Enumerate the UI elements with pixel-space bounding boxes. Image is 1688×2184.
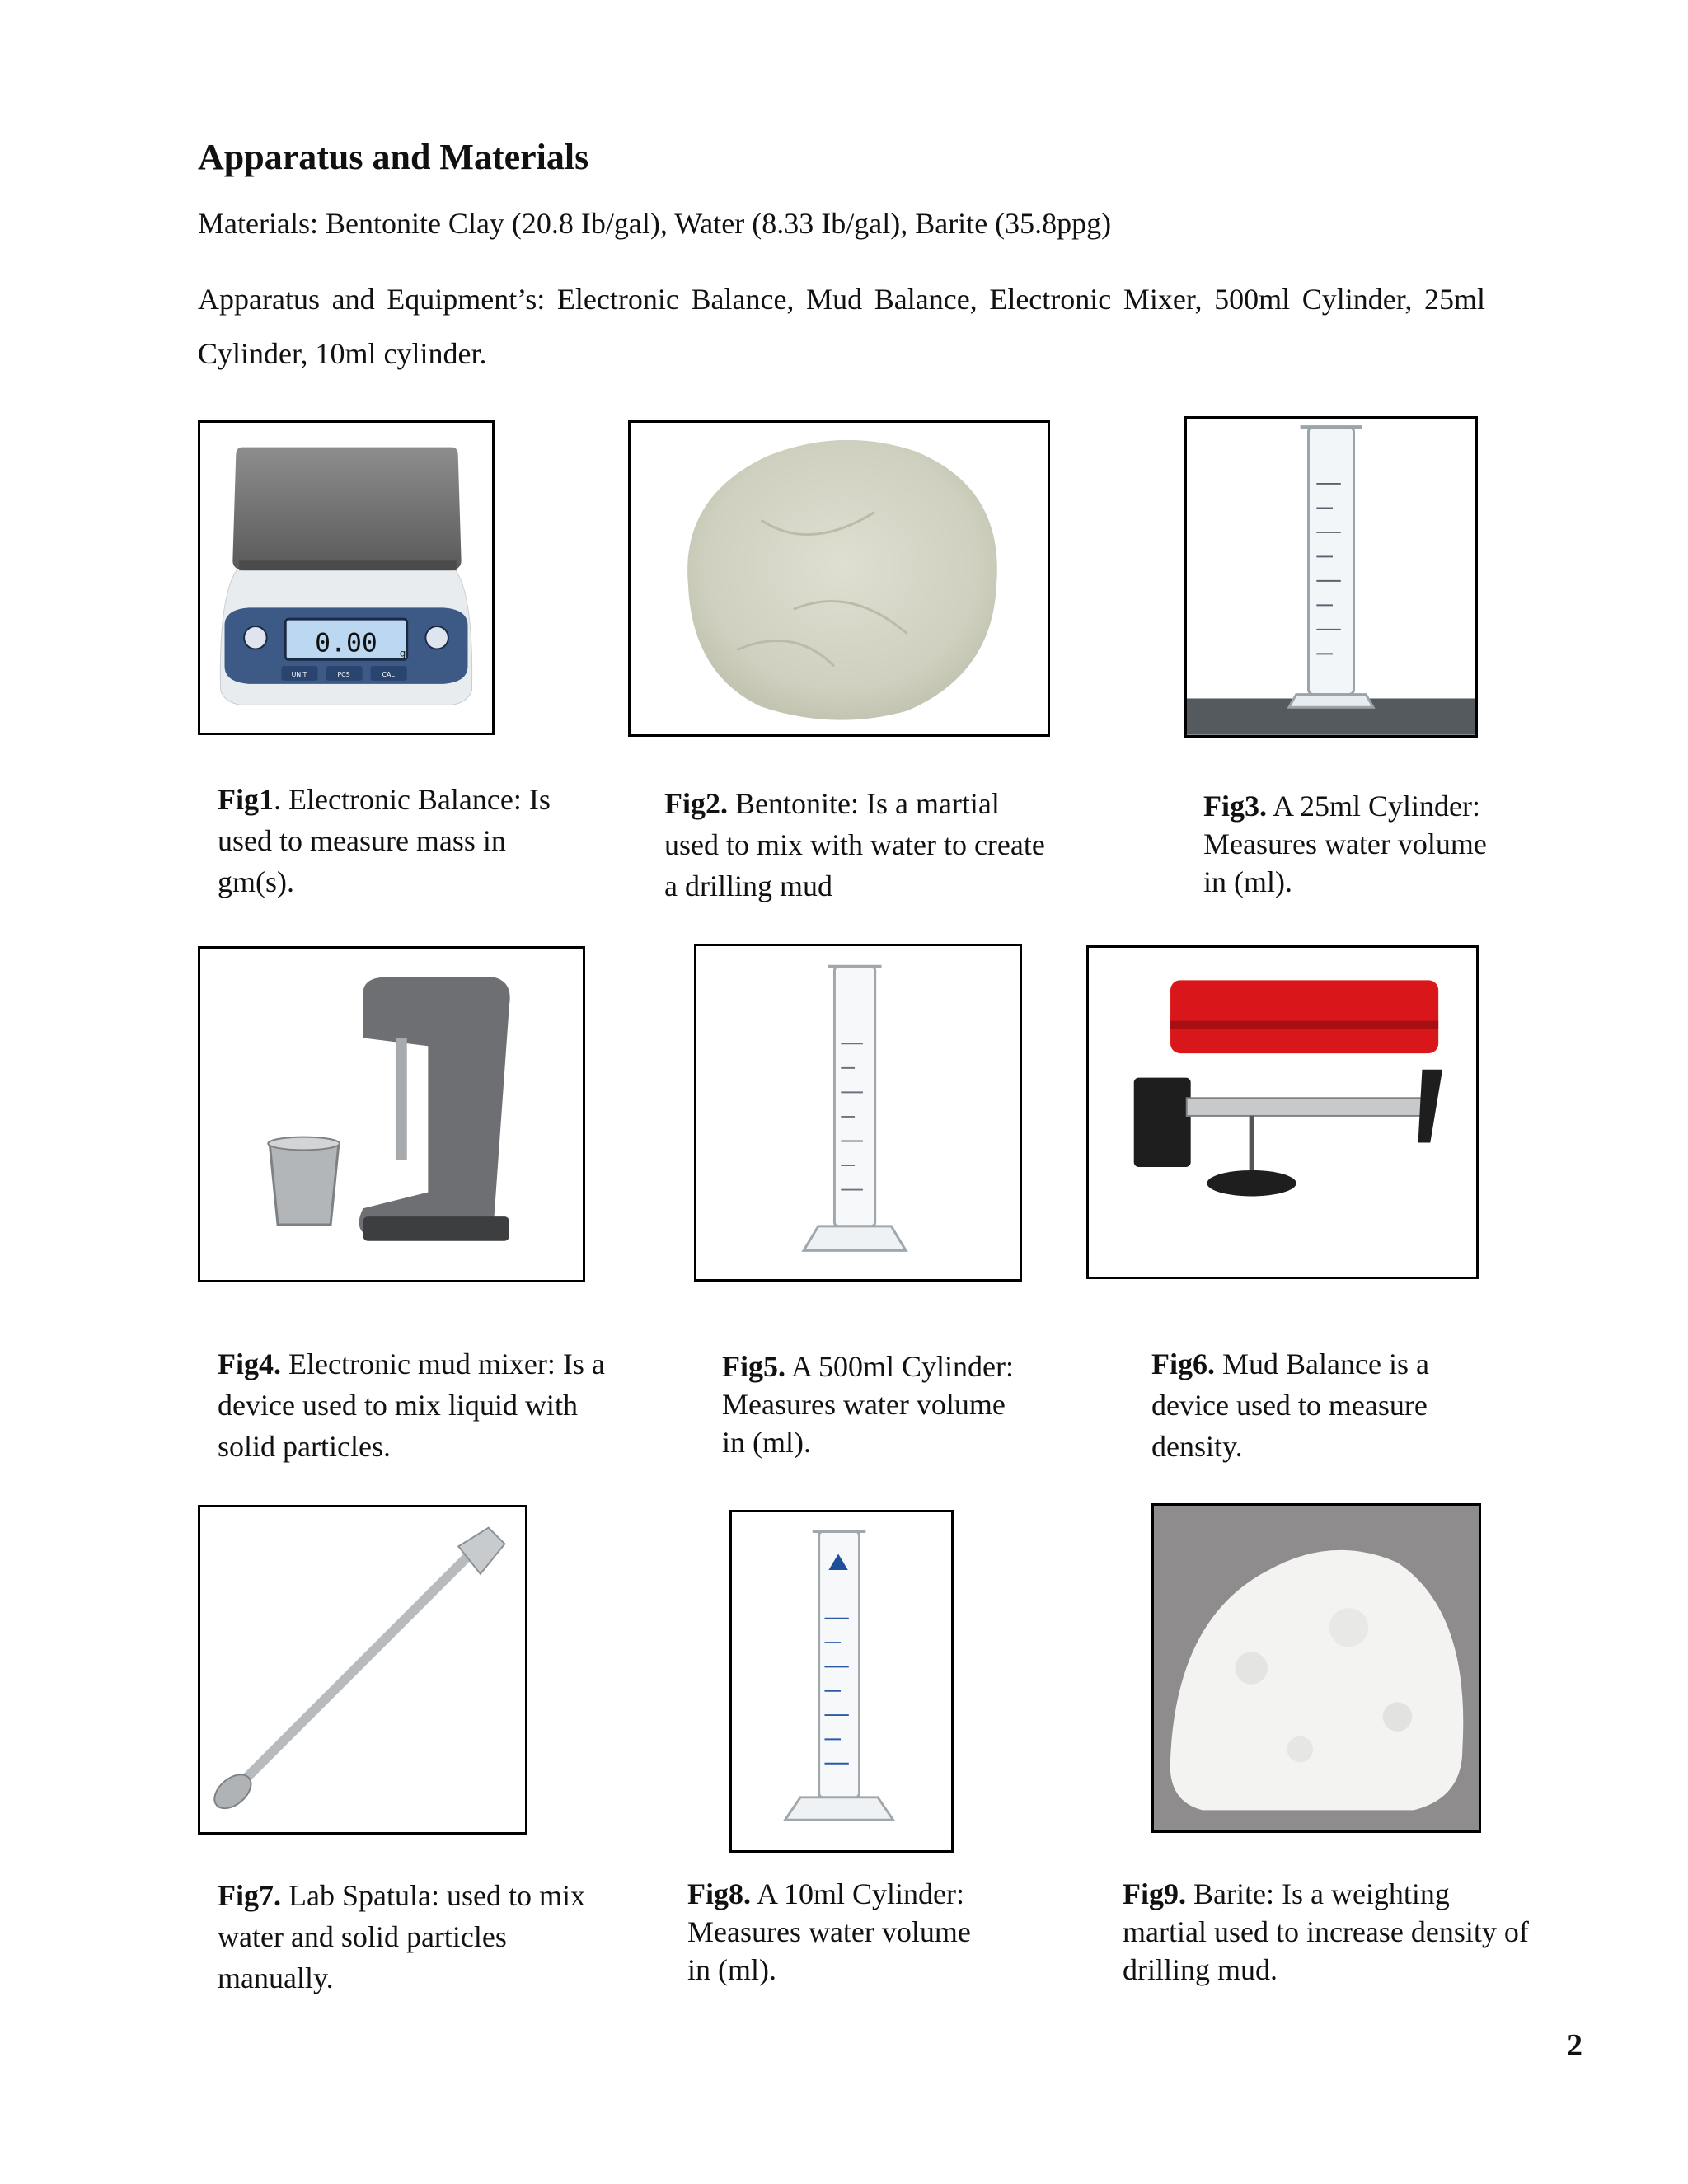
cylinder-25ml-image [1187,419,1475,735]
figure-7-lab-spatula [198,1505,528,1835]
figure-3-caption [1203,787,1517,901]
figure-5-cylinder-500ml [694,944,1022,1282]
cylinder-500ml-image [696,946,1020,1279]
balance-key-unit: UNIT [291,670,307,678]
mud-balance-image [1089,948,1476,1277]
figure-2-bentonite [628,420,1050,737]
materials-line: Materials: Bentonite Clay (20.8 Ib/gal), Water (8.33 Ib/gal), Barite (35.8ppg) [198,207,1112,240]
figure-9-label: Fig9. [1123,1877,1186,1910]
figure-6-mud-balance [1086,945,1479,1279]
balance-key-cal: CAL [382,670,395,678]
figure-2-description: Bentonite: Is a martial used to mix with water to create a drilling mud [664,787,1045,902]
figure-7-caption [218,1875,597,1999]
barite-powder-image [1154,1506,1479,1830]
balance-key-pcs: PCS [337,670,350,678]
figure-6-description: Mud Balance is a device used to measure density. [1151,1347,1429,1463]
balance-display: 0.00 [315,628,377,658]
figure-8-cylinder-10ml [729,1510,954,1853]
figure-3-cylinder-25ml [1184,416,1478,738]
figure-9-description: Barite: Is a weighting martial used to increase density of drilling mud. [1123,1877,1529,1986]
mud-mixer-image [200,949,583,1280]
figure-4-description: Electronic mud mixer: Is a device used to mix liquid with solid particles. [218,1347,605,1463]
figure-5-label: Fig5. [722,1350,785,1383]
lab-spatula-image [200,1507,525,1832]
figure-5-description: A 500ml Cylinder: Measures water volume in (ml). [722,1350,1015,1459]
figure-1-label: Fig1 [218,783,274,816]
cylinder-10ml-image [732,1512,951,1850]
figure-3-label: Fig3. [1203,790,1267,823]
figure-7-label: Fig7. [218,1879,281,1912]
figure-8-description: A 10ml Cylinder: Measures water volume in (ml). [687,1877,971,1986]
section-heading: Apparatus and Materials [198,137,589,177]
figure-2-caption [664,783,1060,907]
figure-4-mud-mixer [198,946,585,1282]
balance-unit: g [399,647,406,659]
figure-3-description: A 25ml Cylinder: Measures water volume in (ml). [1203,790,1487,898]
figure-7-description: Lab Spatula: used to mix water and solid particles manually. [218,1879,585,1994]
figure-9-caption [1123,1875,1535,1989]
electronic-balance-image [200,423,492,733]
figure-6-caption [1151,1343,1498,1467]
figure-6-label: Fig6. [1151,1347,1215,1380]
figure-4-label: Fig4. [218,1347,281,1380]
figure-2-label: Fig2. [664,787,728,820]
page-number: 2 [1567,2028,1582,2063]
figure-4-caption [218,1343,630,1467]
figure-1-caption [218,779,572,902]
apparatus-line: Apparatus and Equipment’s: Electronic Balance, Mud Balance, Electronic Mixer, 500ml Cylinder, 25ml Cylinder, 10ml cylinder. [198,283,1485,370]
figure-1-description: . Electronic Balance: Is used to measure mass in gm(s). [218,783,551,898]
figure-1-electronic-balance [198,420,495,735]
bentonite-powder-image [631,423,1048,734]
figure-5-caption [722,1347,1035,1461]
figure-8-caption [687,1875,1001,1989]
figure-8-label: Fig8. [687,1877,751,1910]
figure-9-barite [1151,1503,1481,1833]
